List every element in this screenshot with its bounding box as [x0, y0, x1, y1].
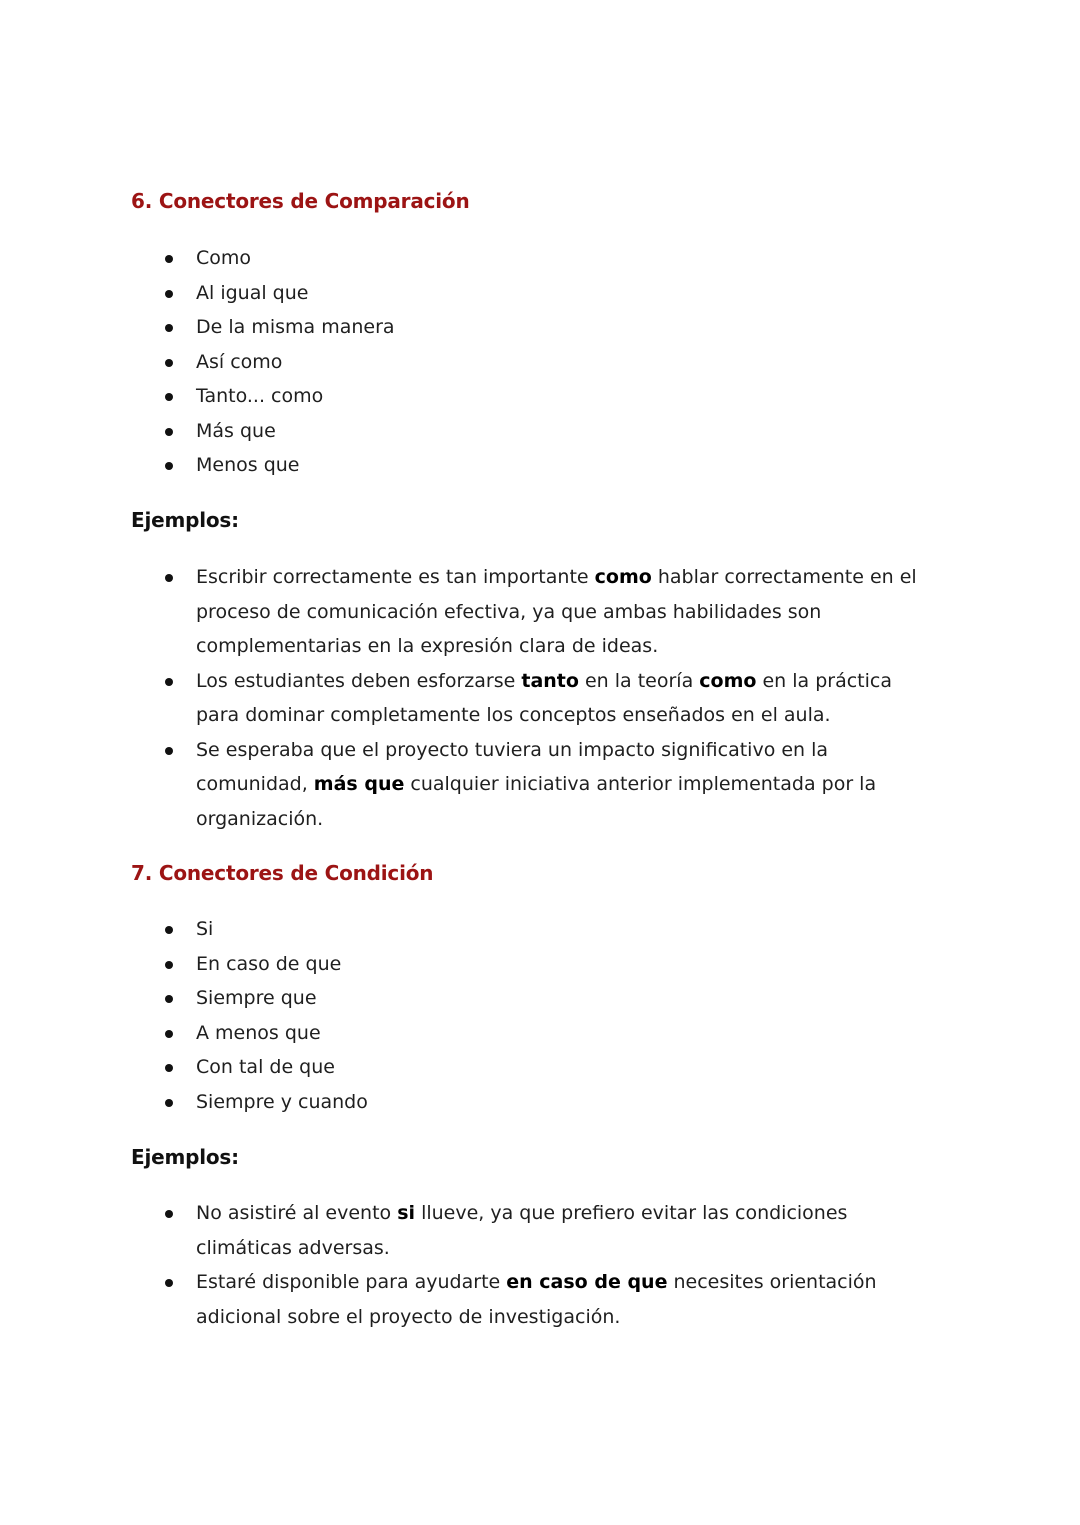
highlighted-connector: en caso de que [506, 1271, 668, 1293]
list-item-text: Con tal de que [196, 1056, 335, 1078]
highlighted-connector: como [699, 669, 757, 692]
list-item-text: Siempre y cuando [196, 1090, 368, 1113]
list-item-text: Como [196, 247, 252, 269]
bullet-icon [165, 574, 173, 582]
section-7-examples-title: Ejemplos: [131, 1145, 239, 1169]
section-7-title: 7. Conectores de Condición [131, 861, 434, 885]
list-item-text: De la misma manera [196, 316, 395, 338]
section-6-examples-title: Ejemplos: [131, 508, 239, 532]
list-item [0, 345, 1080, 380]
list-item [0, 947, 1080, 982]
list-item [0, 379, 1080, 414]
bullet-icon [165, 1064, 173, 1072]
section-7-connector-list [0, 912, 1080, 1119]
example-text: Escribir correctamente es tan importante como hablar correctamente en el proceso de comunicación efectiva, ya que ambas habilidades son complementarias en la expresión clara de ideas. [196, 566, 917, 657]
example-text: Se esperaba que el proyecto tuviera un impacto significativo en la comunidad, más que cualquier iniciativa anterior implementada por la organización. [196, 738, 877, 830]
example-item [0, 560, 1080, 664]
example-item [0, 1196, 1080, 1265]
section-7-examples-list [0, 1196, 1080, 1334]
bullet-icon [165, 1030, 173, 1038]
section-6-examples-list [0, 560, 1080, 836]
list-item [0, 1085, 1080, 1120]
bullet-icon [165, 428, 173, 436]
example-item [0, 664, 1080, 733]
bullet-icon [165, 255, 173, 263]
highlighted-connector: como [594, 566, 652, 588]
list-item-text: Menos que [196, 454, 300, 476]
list-item-text: Más que [196, 419, 276, 442]
example-item [0, 733, 1080, 837]
example-text: Estaré disponible para ayudarte en caso de que necesites orientación adicional sobre el proyecto de investigación. [196, 1271, 877, 1328]
bullet-icon [165, 393, 173, 401]
list-item-text: Al igual que [196, 281, 309, 304]
section-6-title: 6. Conectores de Comparación [131, 189, 470, 213]
list-item [0, 448, 1080, 483]
bullet-icon [165, 290, 173, 298]
example-text: No asistiré al evento si llueve, ya que prefiero evitar las condiciones climáticas adversas. [196, 1202, 848, 1259]
bullet-icon [165, 747, 173, 755]
highlighted-connector: si [397, 1202, 416, 1224]
section-6-connector-list [0, 241, 1080, 483]
bullet-icon [165, 678, 173, 686]
list-item-text: Así como [196, 350, 283, 373]
highlighted-connector: más que [313, 773, 405, 795]
list-item [0, 1050, 1080, 1085]
list-item-text: Si [196, 918, 214, 940]
list-item [0, 310, 1080, 345]
bullet-icon [165, 1099, 173, 1107]
bullet-icon [165, 995, 173, 1003]
list-item [0, 1016, 1080, 1051]
list-item-text: En caso de que [196, 952, 342, 975]
bullet-icon [165, 359, 173, 367]
list-item-text: A menos que [196, 1021, 321, 1044]
highlighted-connector: tanto [521, 669, 579, 692]
bullet-icon [165, 324, 173, 332]
list-item [0, 241, 1080, 276]
list-item [0, 414, 1080, 449]
list-item-text: Tanto... como [196, 385, 324, 407]
list-item [0, 912, 1080, 947]
list-item [0, 276, 1080, 311]
list-item [0, 981, 1080, 1016]
bullet-icon [165, 961, 173, 969]
bullet-icon [165, 1279, 173, 1287]
bullet-icon [165, 1210, 173, 1218]
bullet-icon [165, 926, 173, 934]
list-item-text: Siempre que [196, 987, 317, 1009]
example-item [0, 1265, 1080, 1334]
bullet-icon [165, 462, 173, 470]
example-text: Los estudiantes deben esforzarse tanto en la teoría como en la práctica para dominar completamente los conceptos enseñados en el aula. [196, 669, 892, 726]
